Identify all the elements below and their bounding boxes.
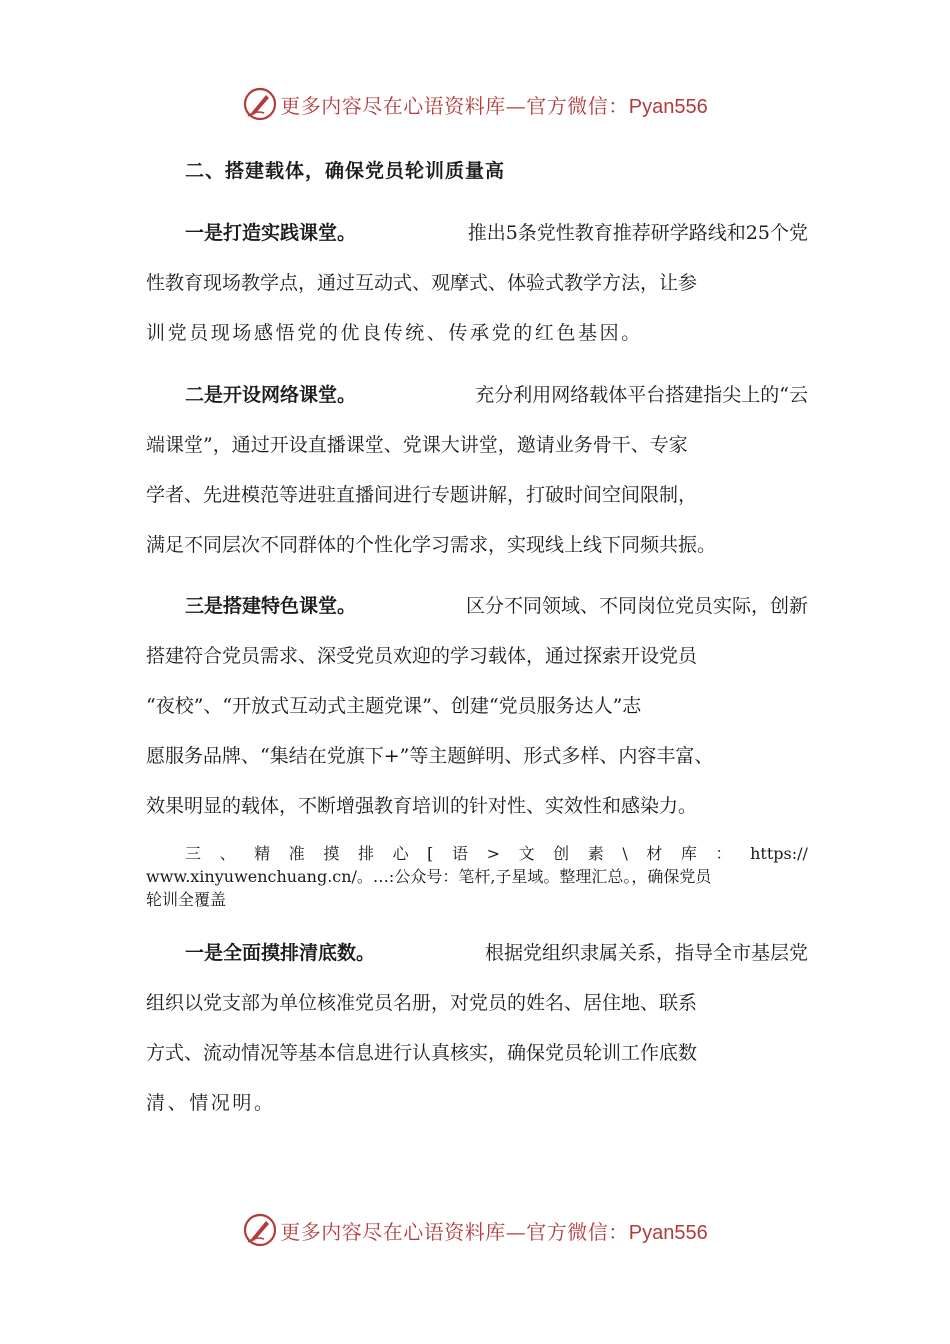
banner-wechat-id: Pyan556 (628, 95, 708, 118)
para4-text-4: 清、情况明。 (146, 1092, 276, 1114)
para2-line1 (185, 380, 808, 410)
section-heading-3-line1: 三 、 精 准 摸 排 心 [ 语 > 文 创 素 \ 材 库 ： https:// (185, 844, 808, 863)
para3-text-4: 愿服务品牌、“集结在党旗下+”等主题鲜明、形式多样、内容丰富、 (146, 745, 714, 767)
para1-line1 (185, 218, 808, 248)
para3-line1 (185, 591, 808, 621)
para4-text-2: 组织以党支部为单位核准党员名册，对党员的姓名、居住地、联系 (146, 992, 698, 1014)
para2-text-3: 学者、先进模范等进驻直播间进行专题讲解，打破时间空间限制， (146, 484, 698, 506)
footer-banner (0, 1208, 950, 1252)
para3-text-3: “夜校”、“开放式互动式主题党课”、创建“党员服务达人”志 (146, 695, 642, 717)
para2-text-2: 端课堂”，通过开设直播课堂、党课大讲堂，邀请业务骨干、专家 (146, 434, 688, 456)
para3-text-2: 搭建符合党员需求、深受党员欢迎的学习载体，通过探索开设党员 (146, 645, 698, 667)
para4-text-1: 根据党组织隶属关系，指导全市基层党 (484, 942, 808, 964)
para2-text-1: 充分利用网络载体平台搭建指尖上的“云 (475, 384, 808, 406)
para1-text-1: 推出5条党性教育推荐研学路线和25个党 (467, 222, 808, 244)
banner-wechat-id: Pyan556 (628, 1221, 708, 1244)
para2-lead: 二是开设网络课堂。 (185, 384, 357, 406)
para1-text-3: 训党员现场感悟党的优良传统、传承党的红色基因。 (146, 322, 643, 344)
pen-logo-icon (242, 86, 278, 122)
section-heading-3-line2: www.xinyuwenchuang.cn/。…:公众号：笔杆,子星域。整理汇总。，确保党员 (146, 867, 712, 886)
para4-text-3: 方式、流动情况等基本信息进行认真核实，确保党员轮训工作底数 (146, 1042, 698, 1064)
banner-text: 更多内容尽在心语资料库—官方微信：Pyan556 (280, 93, 708, 118)
para1-lead: 一是打造实践课堂。 (185, 222, 357, 244)
banner-text: 更多内容尽在心语资料库—官方微信：Pyan556 (280, 1219, 708, 1244)
para3-text-5: 效果明显的载体，不断增强教育培训的针对性、实效性和感染力。 (146, 795, 698, 817)
para4-line1 (185, 938, 808, 968)
pen-logo-icon (242, 1212, 278, 1248)
para3-text-1: 区分不同领域、不同岗位党员实际，创新 (465, 595, 808, 617)
para1-text-2: 性教育现场教学点，通过互动式、观摩式、体验式教学方法，让参 (146, 272, 698, 294)
header-banner (0, 82, 950, 126)
para2-text-4: 满足不同层次不同群体的个性化学习需求，实现线上线下同频共振。 (146, 534, 717, 556)
section-heading-3-line3: 轮训全覆盖 (146, 890, 227, 909)
para3-lead: 三是搭建特色课堂。 (185, 595, 357, 617)
section-heading-2: 二、搭建载体，确保党员轮训质量高 (185, 160, 506, 182)
para4-lead: 一是全面摸排清底数。 (185, 942, 376, 964)
